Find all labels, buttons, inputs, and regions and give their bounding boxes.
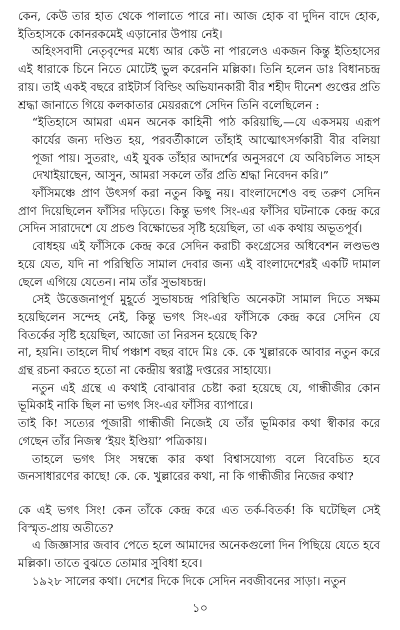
paragraph-8: নতুন এই গ্রন্থে এ কথাই বোঝাবার চেষ্টা করা হয়েছে যে, গান্ধীজীর কোন ভূমিকাই নাকি ছিল না ভগৎ সিং-এর ফাঁসির ব্যাপারে। [18, 380, 380, 413]
paragraph-6: সেই উত্তেজনাপূর্ণ মুহূর্তে সুভাষচন্দ্র পরিস্থিতি অনেকটা সামাল দিতে সক্ষম হয়েছিলেন সন্দেহ নেই, কিন্তু ভগৎ সিং-এর ফাঁসিকে কেন্দ্র করে সেদিন যে বিতর্কের সৃষ্টি হয়েছিল, আজো তা নিরসন হয়েছে কি? [18, 292, 380, 342]
paragraph-4: ফাঁসিমঞ্চে প্রাণ উৎসর্গ করা নতুন কিছু নয়। বাংলাদেশেও বহু তরুণ সেদিন প্রাণ দিয়েছিলেন ফাঁসির দড়িতে। কিন্তু ভগৎ সিং-এর ফাঁসির ঘটনাকে কেন্দ্র করে সেদিন সারাদেশে যে প্রচণ্ড বিক্ষোভের সৃষ্টি হয়েছিল, তা এক কথায় অভূতপূর্ব। [18, 186, 380, 236]
body-text [18, 8, 380, 591]
page-number: ১০ [192, 601, 208, 615]
paragraph-7: না, হয়নি। তাহলে দীর্ঘ পঞ্চাশ বছর বাদে মিঃ কে. কে খুল্লারকে আবার নতুন করে গ্রন্থ রচনা করতে হতো না কেন্দ্রীয় স্বরাষ্ট্র দপ্তরের সাহায্যে। [18, 345, 380, 378]
paragraph-9: তাই কি! সত্যের পূজারী গান্ধীজী নিজেই যে তাঁর ভূমিকার কথা স্বীকার করে গেছেন তাঁর নিজস্ব ‘ইয়ং ইণ্ডিয়া’ পত্রিকায়। [18, 416, 380, 448]
paragraph-12: এ জিজ্ঞাসার জবাব পেতে হলে আমাদের অনেকগুলো দিন পিছিয়ে যেতে হবে মল্লিকা। তাতে বুঝতে তোমার সুবিধা হবে। [18, 538, 380, 571]
paragraph-2: অহিংসবাদী নেতৃবৃন্দের মধ্যে আর কেউ না পারলেও একজন কিন্তু ইতিহাসের এই ধারাকে চিনে নিতে মোটেই ভুল করেননি মল্লিকা। তিনি হলেন ডাঃ বিধানচন্দ্র রায়। তাই একই বছরে রাইটার্স বিল্ডিং অভিযানকারী বীর শহীদ দীনেশ গুপ্তের প্রতি শ্রদ্ধা জানাতে গিয়ে কলকাতার মেয়ররূপে সেদিন তিনি বলেছিলেন : [18, 44, 380, 112]
paragraph-1: কেন, কেউ তার হাত থেকে পালাতে পারে না। আজ হোক বা দুদিন বাদে হোক, ইতিহাসকে কোনরকমেই এড়ানোর উপায় নেই। [18, 9, 380, 41]
paragraph-10: তাহলে ভগৎ সিং সম্বন্ধে কার কথা বিশ্বাসযোগ্য বলে বিবেচিত হবে জনসাধারণের কাছে! কে. কে. খুল্লারের কথা, না কি গান্ধীজীর নিজের কথা? [18, 451, 380, 484]
paragraph-11: কে এই ভগৎ সিং! কেন তাঁকে কেন্দ্র করে এত তর্ক-বিতর্ক! কি ঘটেছিল সেই বিস্মৃত-প্রায় অতীতে? [18, 502, 380, 535]
quotation-paragraph: “ইতিহাসে আমরা এমন অনেক কাহিনী পাঠ করিয়াছি,—যে একসময় এরূপ কার্যের জন্য দণ্ডিত হয়, পরবর্তীকালে তাঁহাই আত্মোৎসর্গকারী বীর বলিয়া পূজা পায়। সুতরাং, এই যুবক তাঁহার আদর্শের অনুসরণে যে অবিচলিত সাহস দেখাইয়াছেন, আসুন, আমরা সকলে তাঁর প্রতি শ্রদ্ধা নিবেদন করি।” [32, 115, 380, 183]
paragraph-5: বোধহয় এই ফাঁসিকে কেন্দ্র করে সেদিন করাচী কংগ্রেসের অধিবেশন লণ্ডভণ্ড হয়ে যেত, যদি না পরিস্থিতি সামাল দেবার জন্য এই বাংলাদেশেরই একটি দামাল ছেলে এগিয়ে যেতেন। নাম তাঁর সুভাষচন্দ্র। [18, 239, 380, 289]
paragraph-13: ১৯২৮ সালের কথা। দেশের দিকে দিকে সেদিন নবজীবনের সাড়া। নতুন [32, 573, 347, 588]
